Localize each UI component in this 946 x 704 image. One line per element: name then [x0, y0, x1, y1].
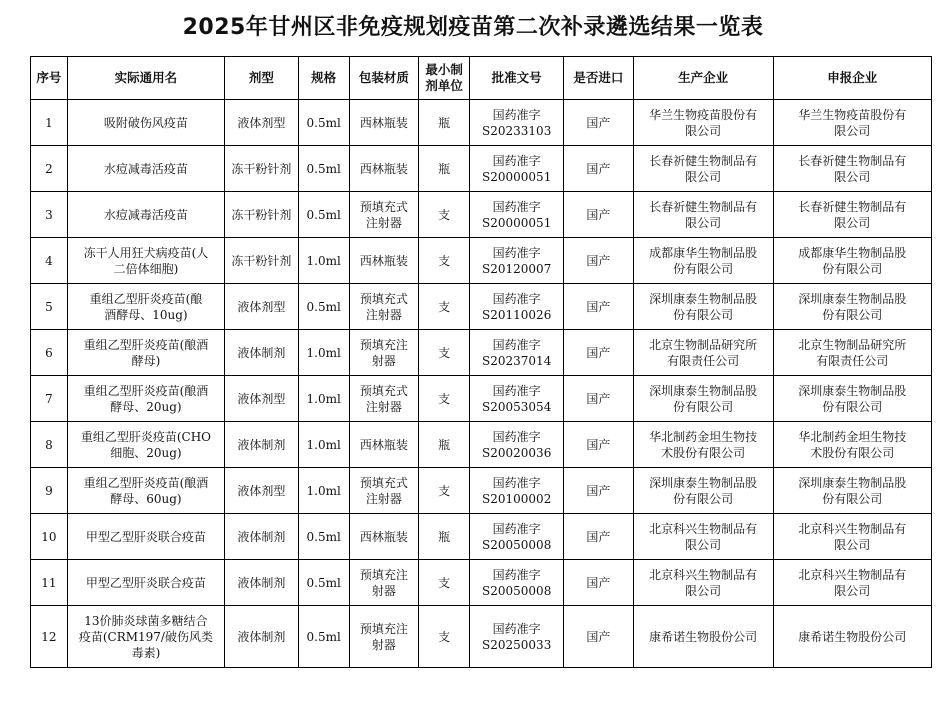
cell-dosage-form: 冻干粉针剂 [225, 238, 299, 284]
cell-applicant: 北京生物制品研究所 有限责任公司 [773, 330, 931, 376]
cell-serial: 4 [31, 238, 68, 284]
cell-min-unit: 瓶 [419, 422, 470, 468]
cell-imported: 国产 [564, 560, 633, 606]
cell-dosage-form: 液体剂型 [225, 284, 299, 330]
table-row [31, 560, 932, 606]
cell-generic-name: 重组乙型肝炎疫苗(酿酒 酵母、60ug) [67, 468, 224, 514]
cell-imported: 国产 [564, 422, 633, 468]
cell-manufacturer: 深圳康泰生物制品股 份有限公司 [633, 468, 773, 514]
cell-dosage-form: 液体制剂 [225, 330, 299, 376]
cell-min-unit: 支 [419, 376, 470, 422]
cell-imported: 国产 [564, 238, 633, 284]
cell-spec: 1.0ml [298, 238, 349, 284]
cell-manufacturer: 华北制药金坦生物技 术股份有限公司 [633, 422, 773, 468]
cell-min-unit: 支 [419, 330, 470, 376]
cell-approval-no: 国药准字 S20053054 [470, 376, 564, 422]
cell-packaging: 预填充式 注射器 [349, 376, 418, 422]
cell-spec: 0.5ml [298, 192, 349, 238]
cell-serial: 7 [31, 376, 68, 422]
cell-serial: 11 [31, 560, 68, 606]
table-row [31, 514, 932, 560]
cell-serial: 10 [31, 514, 68, 560]
cell-spec: 1.0ml [298, 422, 349, 468]
cell-dosage-form: 冻干粉针剂 [225, 192, 299, 238]
cell-applicant: 成都康华生物制品股 份有限公司 [773, 238, 931, 284]
table-row [31, 192, 932, 238]
header-cell-generic-name: 实际通用名 [67, 57, 224, 100]
cell-approval-no: 国药准字 S20000051 [470, 192, 564, 238]
cell-packaging: 西林瓶装 [349, 514, 418, 560]
table-row [31, 146, 932, 192]
cell-applicant: 深圳康泰生物制品股 份有限公司 [773, 376, 931, 422]
cell-manufacturer: 成都康华生物制品股 份有限公司 [633, 238, 773, 284]
cell-manufacturer: 北京科兴生物制品有 限公司 [633, 560, 773, 606]
table-row [31, 330, 932, 376]
cell-dosage-form: 液体制剂 [225, 606, 299, 668]
cell-approval-no: 国药准字 S20120007 [470, 238, 564, 284]
table-row [31, 284, 932, 330]
cell-approval-no: 国药准字 S20000051 [470, 146, 564, 192]
cell-min-unit: 支 [419, 238, 470, 284]
cell-generic-name: 水痘减毒活疫苗 [67, 146, 224, 192]
header-cell-packaging: 包装材质 [349, 57, 418, 100]
cell-generic-name: 冻干人用狂犬病疫苗(人 二倍体细胞) [67, 238, 224, 284]
cell-spec: 0.5ml [298, 514, 349, 560]
cell-applicant: 北京科兴生物制品有 限公司 [773, 514, 931, 560]
header-cell-applicant: 申报企业 [773, 57, 931, 100]
header-cell-imported: 是否进口 [564, 57, 633, 100]
cell-applicant: 深圳康泰生物制品股 份有限公司 [773, 284, 931, 330]
cell-spec: 0.5ml [298, 606, 349, 668]
cell-generic-name: 水痘减毒活疫苗 [67, 192, 224, 238]
cell-imported: 国产 [564, 284, 633, 330]
cell-manufacturer: 深圳康泰生物制品股 份有限公司 [633, 284, 773, 330]
table-row [31, 468, 932, 514]
cell-applicant: 长春祈健生物制品有 限公司 [773, 192, 931, 238]
cell-min-unit: 支 [419, 606, 470, 668]
table-body [31, 100, 932, 668]
header-cell-min-unit: 最小制 剂单位 [419, 57, 470, 100]
cell-manufacturer: 北京生物制品研究所 有限责任公司 [633, 330, 773, 376]
cell-min-unit: 瓶 [419, 514, 470, 560]
cell-manufacturer: 北京科兴生物制品有 限公司 [633, 514, 773, 560]
cell-approval-no: 国药准字 S20110026 [470, 284, 564, 330]
cell-applicant: 北京科兴生物制品有 限公司 [773, 560, 931, 606]
cell-dosage-form: 液体剂型 [225, 468, 299, 514]
cell-min-unit: 支 [419, 468, 470, 514]
header-row [31, 57, 932, 100]
cell-manufacturer: 长春祈健生物制品有 限公司 [633, 192, 773, 238]
cell-applicant: 深圳康泰生物制品股 份有限公司 [773, 468, 931, 514]
cell-applicant: 华兰生物疫苗股份有 限公司 [773, 100, 931, 146]
cell-imported: 国产 [564, 146, 633, 192]
cell-generic-name: 重组乙型肝炎疫苗(酿酒 酵母) [67, 330, 224, 376]
cell-dosage-form: 冻干粉针剂 [225, 146, 299, 192]
cell-serial: 8 [31, 422, 68, 468]
header-cell-spec: 规格 [298, 57, 349, 100]
cell-serial: 2 [31, 146, 68, 192]
header-cell-dosage-form: 剂型 [225, 57, 299, 100]
page-title: 2025年甘州区非免疫规划疫苗第二次补录遴选结果一览表 [182, 15, 764, 40]
cell-spec: 0.5ml [298, 146, 349, 192]
table-row [31, 376, 932, 422]
cell-manufacturer: 康希诺生物股份公司 [633, 606, 773, 668]
cell-min-unit: 瓶 [419, 146, 470, 192]
cell-packaging: 预填充注 射器 [349, 560, 418, 606]
cell-approval-no: 国药准字 S20233103 [470, 100, 564, 146]
cell-imported: 国产 [564, 514, 633, 560]
cell-dosage-form: 液体剂型 [225, 376, 299, 422]
cell-generic-name: 13价肺炎球菌多糖结合 疫苗(CRM197/破伤风类 毒素) [67, 606, 224, 668]
cell-packaging: 西林瓶装 [349, 238, 418, 284]
cell-approval-no: 国药准字 S20250033 [470, 606, 564, 668]
cell-serial: 12 [31, 606, 68, 668]
cell-spec: 0.5ml [298, 284, 349, 330]
cell-imported: 国产 [564, 606, 633, 668]
cell-dosage-form: 液体制剂 [225, 560, 299, 606]
cell-min-unit: 支 [419, 284, 470, 330]
cell-approval-no: 国药准字 S20050008 [470, 560, 564, 606]
cell-imported: 国产 [564, 192, 633, 238]
table-row [31, 606, 932, 668]
cell-packaging: 西林瓶装 [349, 422, 418, 468]
cell-approval-no: 国药准字 S20020036 [470, 422, 564, 468]
cell-generic-name: 甲型乙型肝炎联合疫苗 [67, 560, 224, 606]
cell-dosage-form: 液体制剂 [225, 422, 299, 468]
header-cell-serial: 序号 [31, 57, 68, 100]
cell-serial: 1 [31, 100, 68, 146]
cell-packaging: 西林瓶装 [349, 146, 418, 192]
cell-spec: 1.0ml [298, 468, 349, 514]
cell-dosage-form: 液体制剂 [225, 514, 299, 560]
cell-imported: 国产 [564, 376, 633, 422]
cell-packaging: 预填充式 注射器 [349, 192, 418, 238]
cell-applicant: 长春祈健生物制品有 限公司 [773, 146, 931, 192]
vaccine-table [30, 56, 932, 668]
cell-min-unit: 瓶 [419, 100, 470, 146]
cell-spec: 1.0ml [298, 330, 349, 376]
cell-imported: 国产 [564, 100, 633, 146]
table-row [31, 238, 932, 284]
header-cell-manufacturer: 生产企业 [633, 57, 773, 100]
table-row [31, 100, 932, 146]
cell-serial: 9 [31, 468, 68, 514]
cell-spec: 0.5ml [298, 560, 349, 606]
cell-dosage-form: 液体剂型 [225, 100, 299, 146]
cell-imported: 国产 [564, 468, 633, 514]
cell-spec: 0.5ml [298, 100, 349, 146]
cell-packaging: 预填充式 注射器 [349, 284, 418, 330]
cell-generic-name: 甲型乙型肝炎联合疫苗 [67, 514, 224, 560]
table-row [31, 422, 932, 468]
cell-manufacturer: 深圳康泰生物制品股 份有限公司 [633, 376, 773, 422]
cell-approval-no: 国药准字 S20100002 [470, 468, 564, 514]
cell-manufacturer: 长春祈健生物制品有 限公司 [633, 146, 773, 192]
cell-generic-name: 吸附破伤风疫苗 [67, 100, 224, 146]
cell-min-unit: 支 [419, 560, 470, 606]
cell-packaging: 预填充注 射器 [349, 330, 418, 376]
cell-packaging: 西林瓶装 [349, 100, 418, 146]
cell-serial: 3 [31, 192, 68, 238]
cell-serial: 6 [31, 330, 68, 376]
cell-applicant: 康希诺生物股份公司 [773, 606, 931, 668]
cell-approval-no: 国药准字 S20237014 [470, 330, 564, 376]
cell-serial: 5 [31, 284, 68, 330]
cell-imported: 国产 [564, 330, 633, 376]
cell-manufacturer: 华兰生物疫苗股份有 限公司 [633, 100, 773, 146]
cell-packaging: 预填充式 注射器 [349, 468, 418, 514]
cell-min-unit: 支 [419, 192, 470, 238]
cell-approval-no: 国药准字 S20050008 [470, 514, 564, 560]
header-cell-approval-no: 批准文号 [470, 57, 564, 100]
cell-generic-name: 重组乙型肝炎疫苗(酿酒 酵母、20ug) [67, 376, 224, 422]
cell-packaging: 预填充注 射器 [349, 606, 418, 668]
cell-applicant: 华北制药金坦生物技 术股份有限公司 [773, 422, 931, 468]
cell-spec: 1.0ml [298, 376, 349, 422]
cell-generic-name: 重组乙型肝炎疫苗(CHO 细胞、20ug) [67, 422, 224, 468]
cell-generic-name: 重组乙型肝炎疫苗(酿 酒酵母、10ug) [67, 284, 224, 330]
